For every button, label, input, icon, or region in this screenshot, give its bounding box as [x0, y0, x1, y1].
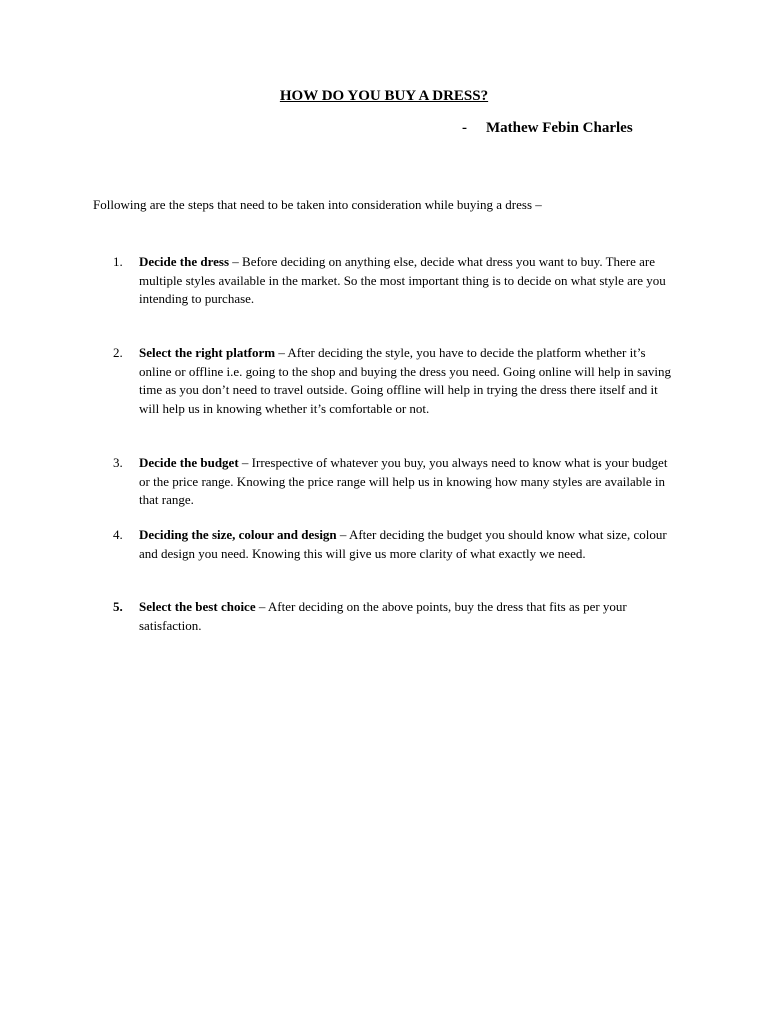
author-name: Mathew Febin Charles — [486, 120, 633, 136]
step-number: 5. — [113, 599, 123, 614]
step-body — [139, 526, 681, 563]
step-number: 4. — [113, 527, 123, 542]
step-text: – After deciding the style, you have to decide the platform whether it’s online or offline i.e. going to the shop and buying the dress you need. Going online will help in saving time as you don’t need to travel outside. Going offline will help in trying the dress there itself and it will help us in knowing whether it’s comfortable or not. — [139, 345, 671, 416]
step-heading: Decide the budget — [139, 455, 239, 470]
step-heading: Select the right platform — [139, 345, 276, 360]
step-body — [139, 598, 681, 635]
step-text: – Irrespective of whatever you buy, you always need to know what is your budget or the price range. Knowing the price range will help us in knowing how many styles are available in that range. — [139, 455, 668, 507]
step-number: 3. — [113, 455, 123, 470]
step-text: – After deciding on the above points, buy the dress that fits as per your satisfaction. — [139, 599, 627, 633]
step-heading: Select the best choice — [139, 599, 256, 614]
step-body — [139, 344, 681, 418]
step-text: – After deciding the budget you should know what size, colour and design you need. Knowing this will give us more clarity of what exactly we need. — [139, 527, 667, 561]
step-body — [139, 253, 681, 309]
author-line — [462, 120, 633, 137]
step-heading: Decide the dress — [139, 254, 230, 269]
intro-paragraph: Following are the steps that need to be taken into consideration while buying a dress – — [93, 197, 542, 212]
document-title: HOW DO YOU BUY A DRESS? — [279, 88, 489, 104]
author-dash: - — [462, 120, 467, 136]
step-body — [139, 454, 681, 510]
step-text: – Before deciding on anything else, decide what dress you want to buy. There are multiple styles available in the market. So the most important thing is to decide on what style are you intending to purchase. — [139, 254, 666, 306]
step-number: 2. — [113, 345, 123, 360]
step-heading: Deciding the size, colour and design — [139, 527, 337, 542]
step-number: 1. — [113, 254, 123, 269]
